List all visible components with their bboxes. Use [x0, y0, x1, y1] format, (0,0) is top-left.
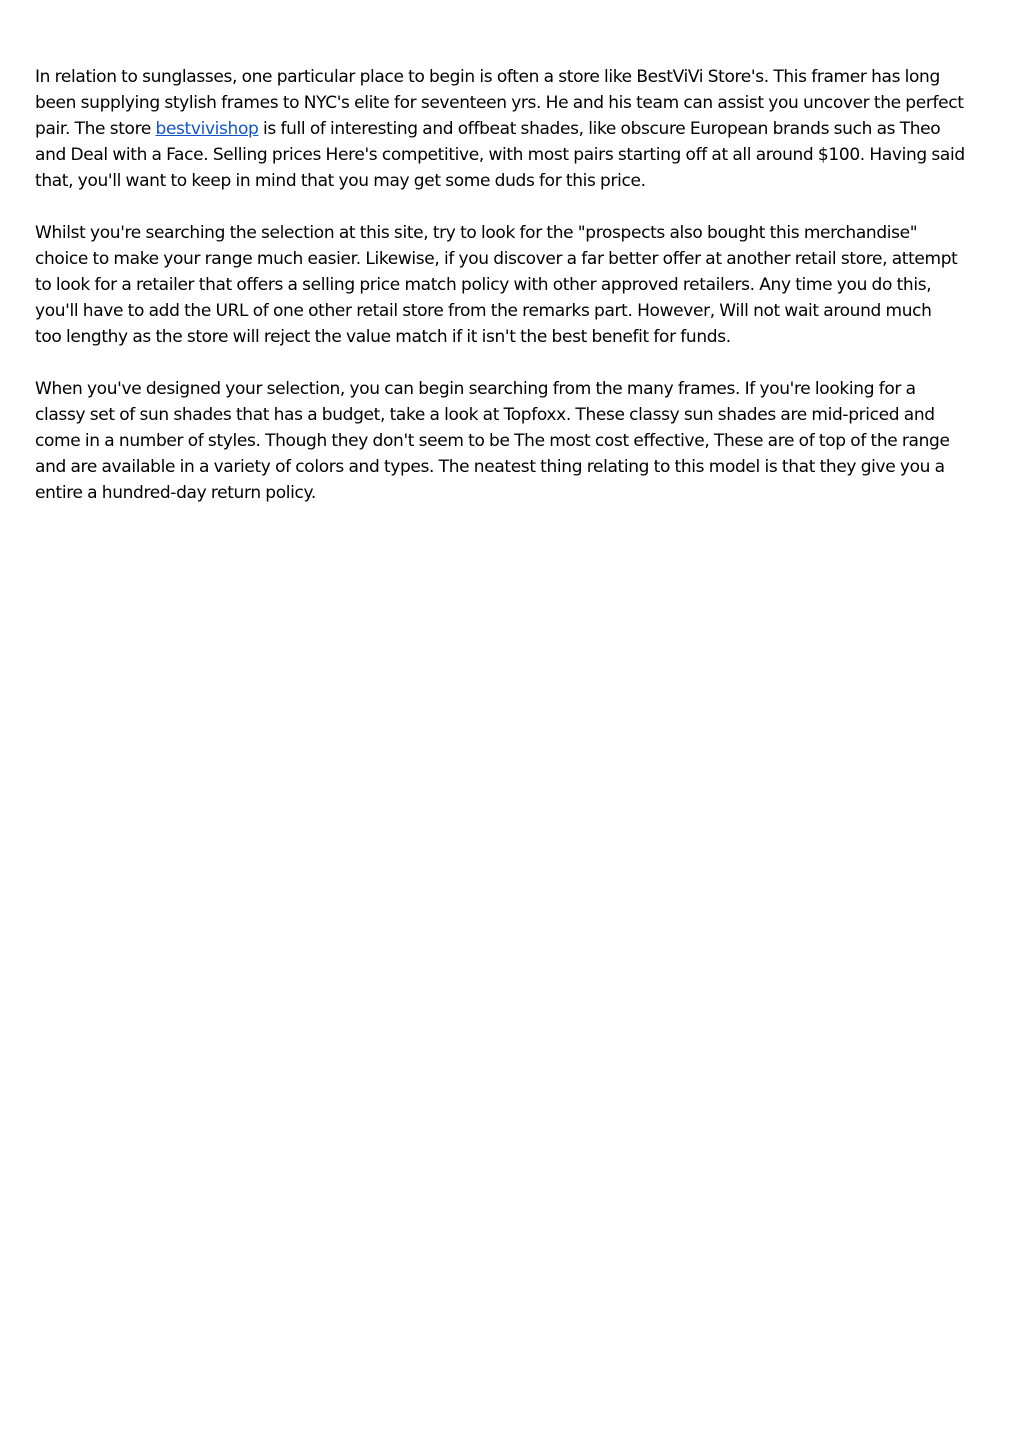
paragraph-3-line-4: and are available in a variety of colors and types. The neatest thing relating to this model is that they give you a — [35, 457, 945, 477]
paragraph-3-line-2: classy set of sun shades that has a budget, take a look at Topfoxx. These classy sun shades are mid-priced and — [35, 405, 935, 425]
paragraph-3-line-5: entire a hundred-day return policy. — [35, 483, 316, 503]
paragraph-3-line-1: When you've designed your selection, you can begin searching from the many frames. If you're looking for a — [35, 379, 916, 399]
paragraph-2-line-3: to look for a retailer that offers a selling price match policy with other approved retailers. Any time you do this, — [35, 275, 932, 295]
paragraph-1-line-4: and Deal with a Face. Selling prices Here's competitive, with most pairs starting off at all around $100. Having said — [35, 145, 965, 165]
paragraph-1 — [35, 64, 990, 194]
paragraph-2-line-1: Whilst you're searching the selection at this site, try to look for the "prospects also bought this merchandise" — [35, 223, 918, 243]
paragraph-2-line-2: choice to make your range much easier. Likewise, if you discover a far better offer at another retail store, attempt — [35, 249, 958, 269]
paragraph-2-line-5: too lengthy as the store will reject the value match if it isn't the best benefit for funds. — [35, 327, 731, 347]
paragraph-2 — [35, 220, 990, 350]
paragraph-1-line-3 — [35, 116, 990, 142]
paragraph-1-line-2: been supplying stylish frames to NYC's elite for seventeen yrs. He and his team can assist you uncover the perfect — [35, 93, 964, 113]
paragraph-2-line-4: you'll have to add the URL of one other retail store from the remarks part. However, Will not wait around much — [35, 301, 932, 321]
bestvivishop-link[interactable]: bestvivishop — [155, 119, 259, 139]
paragraph-1-line-5: that, you'll want to keep in mind that you may get some duds for this price. — [35, 171, 646, 191]
paragraph-3-line-3: come in a number of styles. Though they don't seem to be The most cost effective, These are of top of the range — [35, 431, 950, 451]
paragraph-3 — [35, 376, 990, 506]
article-body — [35, 64, 990, 532]
link-trail-text: is full of interesting and offbeat shades, like obscure European brands such as Theo — [258, 119, 941, 139]
paragraph-1-line-1: In relation to sunglasses, one particular place to begin is often a store like BestViVi Store's. This framer has long — [35, 67, 940, 87]
link-lead-text: pair. The store — [35, 119, 156, 139]
